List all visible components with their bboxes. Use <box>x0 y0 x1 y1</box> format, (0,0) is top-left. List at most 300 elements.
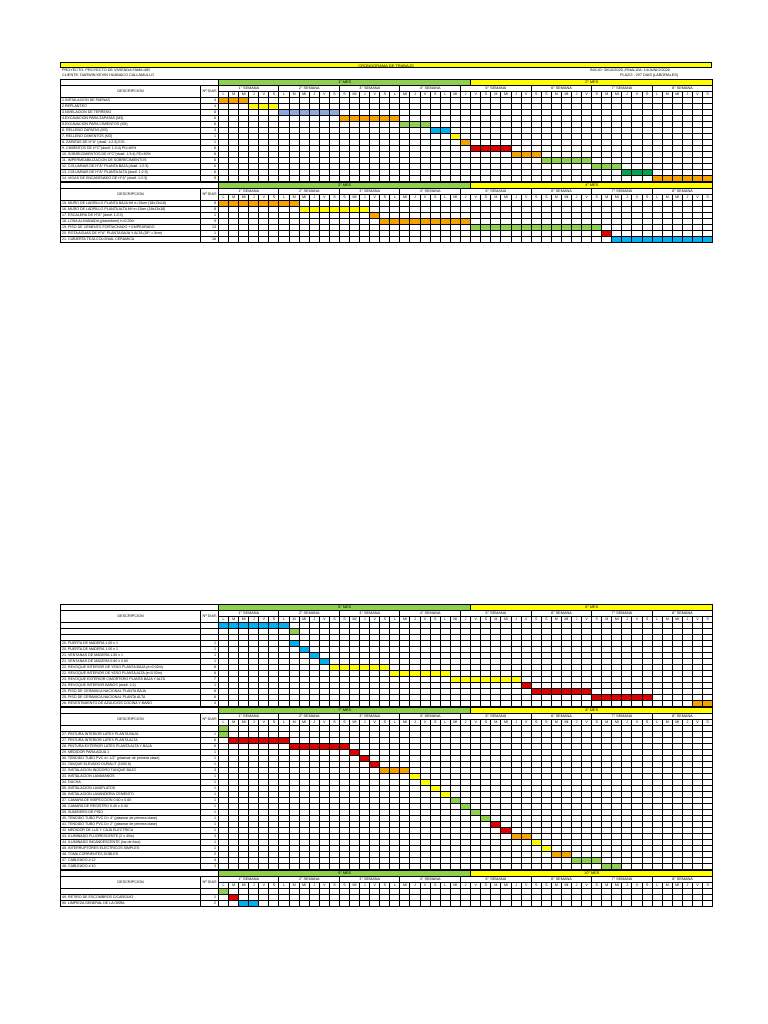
day-cell <box>229 901 239 907</box>
day-letter: S <box>329 720 339 726</box>
day-cell <box>299 901 309 907</box>
day-letter: S <box>703 195 713 201</box>
day-cell <box>249 864 259 870</box>
day-letter: S <box>481 883 491 889</box>
week-label: 7° SEMANA <box>592 189 652 195</box>
day-cell <box>692 864 702 870</box>
day-cell <box>632 901 642 907</box>
day-letter: MI <box>612 883 622 889</box>
day-cell <box>229 864 239 870</box>
day-cell <box>511 901 521 907</box>
day-letter: V <box>420 92 430 98</box>
day-cell <box>582 701 592 707</box>
task-days: 1 <box>201 213 219 219</box>
day-letter: J <box>360 883 370 889</box>
task-days: 5 <box>201 176 219 182</box>
week-label: 1° SEMANA <box>219 611 279 617</box>
task-days: 4 <box>201 104 219 110</box>
day-letter: V <box>370 617 380 623</box>
day-letter: J <box>460 92 470 98</box>
task-description: 27. PINTURA INTERIOR LATEX PLANTA BAJA <box>61 732 201 738</box>
day-letter: V <box>259 92 269 98</box>
day-cell <box>571 176 581 182</box>
day-cell <box>692 901 702 907</box>
gantt-bar-cell <box>692 176 702 182</box>
day-cell <box>440 901 450 907</box>
gantt-bar-cell <box>682 237 692 243</box>
project-info <box>60 68 712 79</box>
day-cell <box>259 176 269 182</box>
day-letter: S <box>380 195 390 201</box>
day-cell <box>289 237 299 243</box>
day-letter: S <box>269 720 279 726</box>
task-description: 15. MURO DE LADRILLO PLANTA BAJA 6H e=15cm (18x13x18) <box>61 201 201 207</box>
day-letter: J <box>249 720 259 726</box>
day-letter: M <box>602 883 612 889</box>
day-cell <box>410 901 420 907</box>
day-letter: V <box>632 720 642 726</box>
task-days: 1 <box>201 231 219 237</box>
day-letter: J <box>682 195 692 201</box>
gantt-bar-cell <box>642 237 652 243</box>
day-cell <box>420 176 430 182</box>
task-days: 1 <box>201 816 219 822</box>
day-cell <box>450 176 460 182</box>
day-cell <box>289 864 299 870</box>
day-cell <box>491 901 501 907</box>
task-days: 1 <box>201 683 219 689</box>
day-letter: MI <box>400 92 410 98</box>
task-description: 21. VENTANAS DE MADERA 1.50 x 1 <box>61 653 201 659</box>
day-cell <box>430 237 440 243</box>
day-cell <box>440 864 450 870</box>
day-cell <box>672 901 682 907</box>
day-cell <box>219 701 229 707</box>
day-letter: S <box>481 92 491 98</box>
day-letter: J <box>249 92 259 98</box>
sheet-2-blocks <box>60 604 712 907</box>
week-label: 7° SEMANA <box>592 611 652 617</box>
day-cell <box>390 237 400 243</box>
task-days: 6 <box>201 164 219 170</box>
day-letter: J <box>622 883 632 889</box>
day-letter: S <box>592 883 602 889</box>
day-cell <box>531 176 541 182</box>
day-letter: V <box>521 195 531 201</box>
week-label: 6° SEMANA <box>531 86 591 92</box>
day-cell <box>612 176 622 182</box>
task-description: 23. REVOQUE EXTERIOR C/MORTERO PLANTA BAJA Y ALTA <box>61 677 201 683</box>
day-cell <box>380 701 390 707</box>
day-letter: M <box>229 720 239 726</box>
day-letter: L <box>440 92 450 98</box>
descripcion-header: DESCRIPCION <box>61 611 201 623</box>
task-description: 50. LIMPIEZA GENERAL DE LA OBRA <box>61 901 201 907</box>
day-letter: V <box>319 92 329 98</box>
day-cell <box>551 237 561 243</box>
day-cell <box>339 176 349 182</box>
day-letter: V <box>471 720 481 726</box>
day-letter: V <box>582 720 592 726</box>
task-description: 4.EXCAVACION PARA ZAPATAS (M3) <box>61 116 201 122</box>
day-letter: MI <box>672 92 682 98</box>
week-label: 4° SEMANA <box>400 877 460 883</box>
day-letter: MI <box>450 92 460 98</box>
task-days: 7 <box>201 677 219 683</box>
week-label: 8° SEMANA <box>652 877 713 883</box>
day-letter: M <box>602 195 612 201</box>
day-cell <box>259 864 269 870</box>
gantt-bar-cell <box>652 237 662 243</box>
week-label: 3° SEMANA <box>339 714 399 720</box>
day-cell <box>390 176 400 182</box>
task-days: 6 <box>201 158 219 164</box>
day-letter: MI <box>561 92 571 98</box>
day-letter: L <box>219 883 229 889</box>
day-cell <box>571 701 581 707</box>
day-letter: V <box>471 92 481 98</box>
day-cell <box>652 864 662 870</box>
task-description: 24. REVOQUE INTERIOR BAÑOS (dosif. 1:2) <box>61 683 201 689</box>
day-cell <box>239 864 249 870</box>
task-days: 1 <box>201 641 219 647</box>
client-name: CLIENTE: DARWIN KEVIN HUANACO CALLAMULLO <box>62 73 155 77</box>
gantt-table <box>60 707 713 870</box>
day-letter: S <box>339 720 349 726</box>
day-cell <box>350 176 360 182</box>
day-letter: MI <box>450 883 460 889</box>
day-letter: M <box>662 720 672 726</box>
week-label: 1° SEMANA <box>219 714 279 720</box>
day-cell <box>309 176 319 182</box>
day-letter: L <box>279 720 289 726</box>
day-cell <box>642 864 652 870</box>
week-label: 7° SEMANA <box>592 714 652 720</box>
task-description: 39. SUMIDERO DE PISO <box>61 810 201 816</box>
task-description: 46. TOMA CORRIENTES DOBLES <box>61 852 201 858</box>
gantt-bar-cell <box>652 176 662 182</box>
day-letter: M <box>491 195 501 201</box>
month-label: 6° MES <box>471 605 713 611</box>
day-cell <box>279 864 289 870</box>
task-days: 1 <box>201 762 219 768</box>
day-cell <box>592 701 602 707</box>
day-letter: MI <box>299 195 309 201</box>
day-letter: V <box>471 195 481 201</box>
day-letter: V <box>370 195 380 201</box>
day-cell <box>531 901 541 907</box>
day-letter: J <box>309 883 319 889</box>
day-letter: J <box>360 720 370 726</box>
day-cell <box>229 237 239 243</box>
day-letter: S <box>329 195 339 201</box>
task-days: 1 <box>201 140 219 146</box>
day-letter: M <box>662 195 672 201</box>
day-letter: J <box>682 883 692 889</box>
day-cell <box>612 901 622 907</box>
day-cell <box>329 864 339 870</box>
day-cell <box>360 237 370 243</box>
day-letter: MI <box>672 720 682 726</box>
day-letter: J <box>511 720 521 726</box>
descripcion-header: DESCRIPCION <box>61 714 201 726</box>
day-letter: M <box>602 720 612 726</box>
day-letter: J <box>511 92 521 98</box>
day-letter: J <box>309 617 319 623</box>
day-cell <box>420 701 430 707</box>
day-letter: J <box>249 195 259 201</box>
day-letter: J <box>571 720 581 726</box>
day-letter: S <box>339 883 349 889</box>
gantt-bar-cell <box>612 237 622 243</box>
task-days: 1 <box>201 798 219 804</box>
day-cell <box>501 701 511 707</box>
gantt-bar-cell <box>612 864 622 870</box>
day-cell <box>662 864 672 870</box>
day-letter: S <box>380 720 390 726</box>
week-label: 2° SEMANA <box>279 714 339 720</box>
day-cell <box>521 901 531 907</box>
task-days: 1 <box>201 647 219 653</box>
day-cell <box>370 176 380 182</box>
task-description: 41. TENDIDO TUBO PVC D= 2" (plasmar de primera clase) <box>61 822 201 828</box>
day-letter: J <box>511 617 521 623</box>
day-cell <box>602 176 612 182</box>
gantt-bar-cell <box>703 237 713 243</box>
task-description: 33. INSTALACION LAVAMANOS <box>61 774 201 780</box>
day-cell <box>370 237 380 243</box>
day-letter: V <box>420 195 430 201</box>
day-letter: L <box>390 617 400 623</box>
day-cell <box>471 176 481 182</box>
day-cell <box>249 176 259 182</box>
day-letter: MI <box>501 195 511 201</box>
task-description: 3.NIVELACION DE TERRENO <box>61 110 201 116</box>
day-letter: L <box>279 617 289 623</box>
day-letter: J <box>410 195 420 201</box>
week-label: 5° SEMANA <box>460 877 531 883</box>
day-letter: MI <box>672 883 682 889</box>
day-letter: S <box>703 883 713 889</box>
day-letter: MI <box>450 195 460 201</box>
day-cell <box>219 864 229 870</box>
day-letter: V <box>521 617 531 623</box>
day-cell <box>410 176 420 182</box>
day-cell <box>491 237 501 243</box>
day-cell <box>350 237 360 243</box>
day-cell <box>531 864 541 870</box>
day-cell <box>309 701 319 707</box>
day-cell <box>703 864 713 870</box>
day-letter: J <box>410 92 420 98</box>
day-letter: S <box>339 617 349 623</box>
month-label: 4° MES <box>471 183 713 189</box>
day-cell <box>531 237 541 243</box>
month-label: 9° MES <box>219 871 471 877</box>
day-letter: M <box>662 883 672 889</box>
task-row <box>61 901 713 907</box>
day-cell <box>501 901 511 907</box>
day-letter: S <box>339 92 349 98</box>
day-letter: M <box>229 92 239 98</box>
day-cell <box>521 237 531 243</box>
project-name: PROYECTO: PROYECTO DE VIVIENDA FAMILIAR <box>62 68 150 72</box>
day-letter: S <box>380 92 390 98</box>
day-cell <box>652 701 662 707</box>
day-letter: V <box>632 92 642 98</box>
gantt-table <box>60 79 713 182</box>
day-cell <box>571 864 581 870</box>
task-days: 1 <box>201 810 219 816</box>
day-letter: MI <box>561 883 571 889</box>
day-letter: MI <box>350 617 360 623</box>
day-letter: L <box>652 617 662 623</box>
day-letter: S <box>642 617 652 623</box>
day-letter: S <box>703 92 713 98</box>
task-description: 13. COLUMNAS DE H°A° PLANTA ALTA (dosif. 1:2:3) <box>61 170 201 176</box>
day-cell <box>662 901 672 907</box>
day-cell <box>410 701 420 707</box>
week-label: 8° SEMANA <box>652 86 713 92</box>
day-letter: V <box>632 195 642 201</box>
day-cell <box>410 237 420 243</box>
task-description: 25. PISO DE CERAMICA NACIONAL PLANTA ALTA <box>61 695 201 701</box>
day-cell <box>299 701 309 707</box>
day-letter: S <box>642 720 652 726</box>
day-cell <box>430 176 440 182</box>
week-label: 6° SEMANA <box>531 877 591 883</box>
day-cell <box>229 701 239 707</box>
day-letter: M <box>289 92 299 98</box>
day-cell <box>582 901 592 907</box>
task-description: 26. REVESTIMIENTO DE AZULEJOS COCINA Y BAÑO <box>61 701 201 707</box>
gantt-table <box>60 604 713 707</box>
day-cell <box>380 864 390 870</box>
task-description: 45. INTERRUPTORES ELECTRICOS SIMPLES <box>61 846 201 852</box>
day-letter: MI <box>672 617 682 623</box>
day-cell <box>491 864 501 870</box>
task-days: 3 <box>201 864 219 870</box>
day-letter: J <box>360 617 370 623</box>
day-letter: S <box>269 617 279 623</box>
task-days: 4 <box>201 701 219 707</box>
task-description: 22. REVOQUE INTERIOR DE YESO PLANTA BAJA (e=0.02m) <box>61 665 201 671</box>
day-cell <box>239 237 249 243</box>
day-cell <box>682 701 692 707</box>
task-description: 14. VIGAS DE ENCADENADO DE H°A° (dosif. 1:2:3) <box>61 176 201 182</box>
task-days: 6 <box>201 170 219 176</box>
week-label: 3° SEMANA <box>339 189 399 195</box>
day-cell <box>622 864 632 870</box>
day-cell <box>319 864 329 870</box>
day-cell <box>652 901 662 907</box>
day-cell <box>662 701 672 707</box>
task-days: 6 <box>201 738 219 744</box>
day-cell <box>511 864 521 870</box>
day-letter: MI <box>561 195 571 201</box>
day-cell <box>370 901 380 907</box>
day-cell <box>561 901 571 907</box>
gantt-bar-cell <box>632 237 642 243</box>
day-letter: V <box>370 92 380 98</box>
task-row <box>61 701 713 707</box>
week-label: 2° SEMANA <box>279 877 339 883</box>
task-description: 44. ILUMINADO INCANDESCENTE (luz de foco) <box>61 840 201 846</box>
day-letter: S <box>541 92 551 98</box>
day-letter: V <box>521 883 531 889</box>
day-cell <box>420 864 430 870</box>
day-cell <box>400 901 410 907</box>
day-cell <box>642 176 652 182</box>
day-letter: S <box>703 720 713 726</box>
task-row <box>61 864 713 870</box>
task-description: 32. INSTALACION INODORO TANQUE BAJO <box>61 768 201 774</box>
gantt-bar-cell <box>622 237 632 243</box>
day-letter: MI <box>239 883 249 889</box>
day-cell <box>400 701 410 707</box>
day-cell <box>450 237 460 243</box>
day-letter: S <box>430 883 440 889</box>
day-letter: L <box>390 92 400 98</box>
schedule-sheet-1 <box>60 62 712 243</box>
day-cell <box>450 701 460 707</box>
day-cell <box>289 901 299 907</box>
task-days: 1 <box>201 840 219 846</box>
week-label: 1° SEMANA <box>219 189 279 195</box>
task-days: 1 <box>201 804 219 810</box>
day-cell <box>259 901 269 907</box>
week-label: 4° SEMANA <box>400 714 460 720</box>
day-cell <box>219 237 229 243</box>
day-cell <box>561 701 571 707</box>
day-cell <box>622 901 632 907</box>
month-label: 5° MES <box>219 605 471 611</box>
week-label: 5° SEMANA <box>460 611 531 617</box>
day-letter: L <box>652 92 662 98</box>
day-letter: L <box>279 195 289 201</box>
day-cell <box>289 701 299 707</box>
gantt-bar-cell <box>682 176 692 182</box>
day-cell <box>682 864 692 870</box>
day-cell <box>521 701 531 707</box>
day-letter: S <box>481 195 491 201</box>
gantt-bar-cell <box>703 176 713 182</box>
day-letter: S <box>541 195 551 201</box>
day-letter: S <box>269 195 279 201</box>
day-letter: MI <box>501 92 511 98</box>
dias-header: Nº DIAS <box>201 714 219 726</box>
day-letter: S <box>430 195 440 201</box>
day-letter: J <box>360 92 370 98</box>
day-cell <box>511 701 521 707</box>
day-letter: V <box>692 617 702 623</box>
task-description: 27. PINTURA INTERIOR LATEX PLANTA ALTA <box>61 738 201 744</box>
day-letter: V <box>420 617 430 623</box>
task-description: 17. ESCALERA DE H°A° (dosif. 1:2:3) <box>61 213 201 219</box>
gantt-bar-cell <box>692 701 702 707</box>
day-cell <box>561 176 571 182</box>
day-cell <box>440 701 450 707</box>
day-letter: MI <box>450 617 460 623</box>
schedule-title: CRONOGRAMA DE TRABAJO <box>60 62 712 68</box>
day-cell <box>460 701 470 707</box>
week-label: 7° SEMANA <box>592 877 652 883</box>
day-cell <box>269 864 279 870</box>
day-cell <box>703 901 713 907</box>
day-cell <box>350 864 360 870</box>
day-letter: V <box>319 617 329 623</box>
day-letter: MI <box>239 92 249 98</box>
